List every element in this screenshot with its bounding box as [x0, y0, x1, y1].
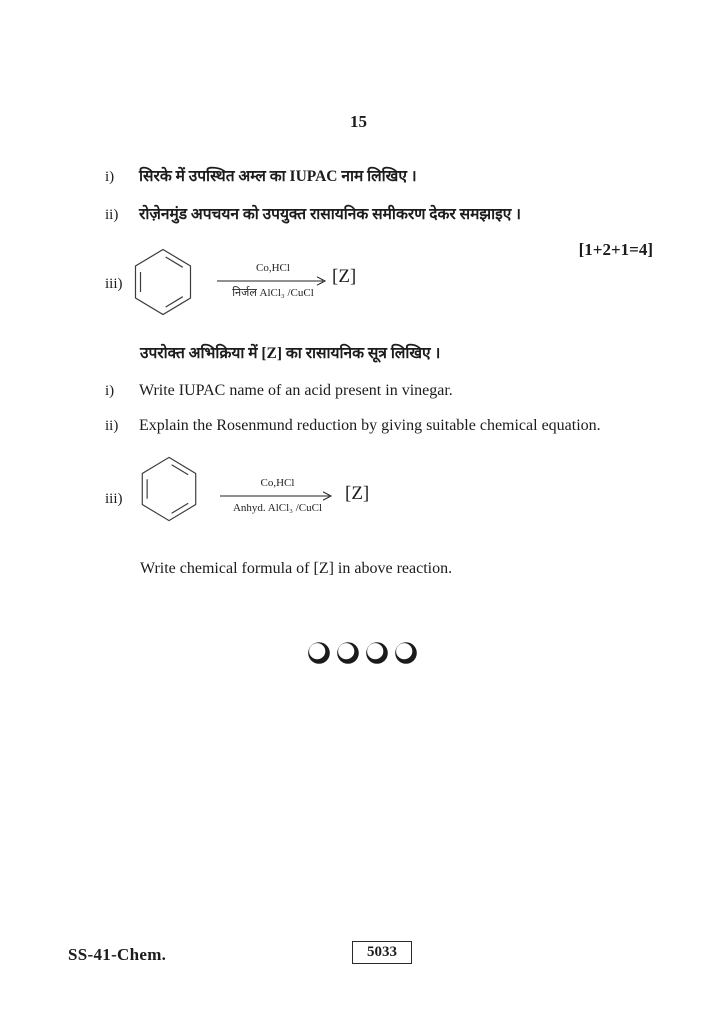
question-number: ii) — [105, 207, 119, 223]
question-hindi-ii — [105, 202, 685, 224]
page-number: 15 — [350, 112, 367, 131]
reagent-above-arrow: Co,HCl — [256, 262, 290, 274]
paper-code: SS-41-Chem. — [68, 945, 167, 964]
question-text: रोज़ेनमुंड अपचयन को उपयुक्त रासायनिक समीकरण देकर समझाइए । — [139, 206, 522, 223]
question-text: सिरके में उपस्थित अम्ल का IUPAC नाम लिखिए । — [139, 168, 417, 185]
reagent-below-arrow: Anhyd. AlCl₃ /CuCl — [232, 502, 323, 514]
reagent-above-arrow: Co,HCl — [260, 477, 295, 489]
instruction-hindi: उपरोक्त अभिक्रिया में [Z] का रासायनिक सूत्र लिखिए । — [140, 345, 441, 362]
question-number: iii) — [105, 276, 123, 292]
end-ornament-circle-icon — [394, 641, 418, 665]
reaction-arrow — [217, 262, 329, 300]
right-arrow-icon — [220, 491, 335, 501]
question-english-i — [105, 382, 685, 400]
end-ornament-circle-icon — [365, 641, 389, 665]
question-hindi-i — [105, 164, 685, 186]
reaction-arrow — [220, 477, 335, 515]
question-text: Explain the Rosenmund reduction by giving suitable chemical equation. — [139, 417, 601, 434]
end-ornament-circle-icon — [307, 641, 331, 665]
question-number: i) — [105, 383, 115, 399]
question-number: iii) — [105, 491, 123, 507]
end-of-paper-ornament — [0, 641, 725, 665]
question-text: Write IUPAC name of an acid present in vinegar. — [139, 382, 453, 399]
reagent-below-arrow: निर्जल AlCl₃ /CuCl — [232, 287, 314, 299]
right-arrow-icon — [217, 276, 329, 286]
reaction-scheme-english — [105, 453, 665, 543]
question-english-ii — [105, 417, 685, 435]
benzene-ring-icon — [133, 247, 193, 317]
paper-number: 5033 — [367, 944, 397, 960]
end-ornament-circle-icon — [336, 641, 360, 665]
marks-allocation: [1+2+1=4] — [578, 240, 653, 259]
benzene-ring-icon — [138, 455, 200, 523]
question-number: i) — [105, 169, 115, 185]
instruction-english: Write chemical formula of [Z] in above reaction. — [140, 560, 453, 577]
reaction-scheme-hindi — [105, 246, 665, 336]
reaction-product: [Z] — [332, 266, 357, 287]
paper-number-box — [352, 941, 412, 964]
reaction-product: [Z] — [345, 483, 370, 504]
question-number: ii) — [105, 418, 119, 434]
